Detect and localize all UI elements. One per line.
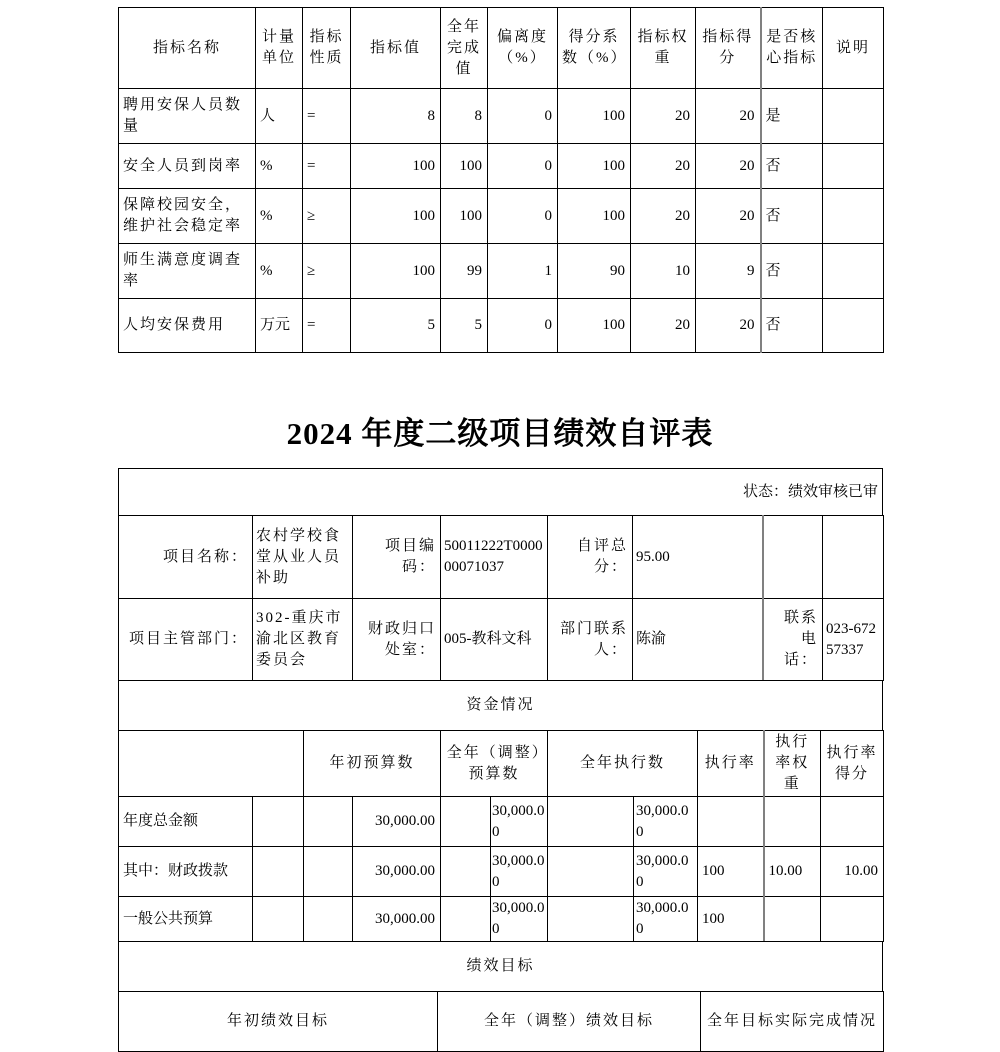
- cell-executed-amount: 30,000.00: [634, 797, 698, 847]
- empty-cell: [253, 797, 304, 847]
- funding-row-label: 其中：财政拨款: [119, 847, 253, 897]
- finance-office-label: 财政归口处室：: [353, 599, 441, 681]
- empty-cell: [304, 797, 353, 847]
- header-score: 指标得分: [696, 8, 761, 89]
- empty-cell: [253, 847, 304, 897]
- empty-cell: [304, 847, 353, 897]
- cell-unit: %: [256, 244, 303, 299]
- cell-coef: 100: [558, 299, 631, 353]
- cell-core: 否: [761, 189, 823, 244]
- cell-core: 是: [761, 89, 823, 144]
- cell-score: 20: [696, 89, 761, 144]
- header-core-indicator: 是否核心指标: [761, 8, 823, 89]
- cell-indicator-name: 保障校园安全，维护社会稳定率: [119, 189, 256, 244]
- funding-row-label: 年度总金额: [119, 797, 253, 847]
- cell-rate-weight: 10.00: [764, 847, 821, 897]
- funding-row: [119, 797, 884, 847]
- cell-score: 9: [696, 244, 761, 299]
- cell-nature: =: [303, 299, 351, 353]
- cell-indicator-name: 聘用安保人员数量: [119, 89, 256, 144]
- cell-core: 否: [761, 144, 823, 189]
- cell-weight: 20: [631, 89, 696, 144]
- cell-coef: 100: [558, 189, 631, 244]
- header-initial-goal: 年初绩效目标: [119, 992, 438, 1052]
- cell-target: 100: [351, 244, 441, 299]
- cell-target: 8: [351, 89, 441, 144]
- project-name-value: 农村学校食堂从业人员补助: [253, 516, 353, 599]
- cell-deviation: 0: [488, 144, 558, 189]
- cell-note: [823, 89, 884, 144]
- empty-cell: [763, 516, 823, 599]
- cell-note: [823, 244, 884, 299]
- project-name-row: [119, 516, 884, 599]
- funding-row: [119, 897, 884, 942]
- indicator-row: [119, 189, 884, 244]
- header-annual-done: 全年完成值: [441, 8, 488, 89]
- cell-deviation: 0: [488, 299, 558, 353]
- project-name-label: 项目名称：: [119, 516, 253, 599]
- cell-executed-amount: 30,000.00: [634, 847, 698, 897]
- empty-cell: [304, 897, 353, 942]
- header-execution-rate: 执行率: [698, 731, 764, 797]
- cell-nature: =: [303, 144, 351, 189]
- empty-cell: [823, 516, 884, 599]
- status-table: [118, 468, 883, 516]
- cell-unit: %: [256, 189, 303, 244]
- phone-value: 023-67257337: [823, 599, 884, 681]
- status-text: 状态：绩效审核已审: [119, 469, 883, 516]
- cell-execution-rate: [698, 797, 764, 847]
- cell-weight: 20: [631, 189, 696, 244]
- cell-unit: 万元: [256, 299, 303, 353]
- cell-target: 100: [351, 144, 441, 189]
- self-score-value: 95.00: [633, 516, 763, 599]
- cell-deviation: 1: [488, 244, 558, 299]
- funding-row-label: 一般公共预算: [119, 897, 253, 942]
- goal-header-table: [118, 991, 884, 1052]
- cell-done: 5: [441, 299, 488, 353]
- cell-deviation: 0: [488, 189, 558, 244]
- cell-initial-budget: 30,000.00: [353, 897, 441, 942]
- self-evaluation-table: [118, 468, 884, 1052]
- cell-score: 20: [696, 144, 761, 189]
- cell-core: 否: [761, 299, 823, 353]
- cell-coef: 100: [558, 89, 631, 144]
- project-dept-row: [119, 599, 884, 681]
- cell-adjusted-budget: 30,000.00: [491, 797, 548, 847]
- header-target-value: 指标值: [351, 8, 441, 89]
- cell-note: [823, 189, 884, 244]
- cell-indicator-name: 人均安保费用: [119, 299, 256, 353]
- cell-adjusted-budget: 30,000.00: [491, 897, 548, 942]
- header-adjusted-budget: 全年（调整）预算数: [441, 731, 548, 797]
- header-executed-amount: 全年执行数: [548, 731, 698, 797]
- cell-unit: 人: [256, 89, 303, 144]
- empty-cell: [441, 797, 491, 847]
- cell-coef: 90: [558, 244, 631, 299]
- cell-executed-amount: 30,000.00: [634, 897, 698, 942]
- cell-weight: 20: [631, 144, 696, 189]
- cell-rate-weight: [764, 797, 821, 847]
- project-code-label: 项目编码：: [353, 516, 441, 599]
- header-nature: 指标性质: [303, 8, 351, 89]
- indicator-table: [118, 7, 884, 353]
- cell-nature: ≥: [303, 189, 351, 244]
- cell-execution-rate: 100: [698, 847, 764, 897]
- indicator-row: [119, 244, 884, 299]
- empty-cell: [253, 897, 304, 942]
- project-code-value: 50011222T000000071037: [441, 516, 548, 599]
- finance-office-value: 005-教科文科: [441, 599, 548, 681]
- cell-score: 20: [696, 299, 761, 353]
- page-title: 2024 年度二级项目绩效自评表: [286, 416, 714, 451]
- indicator-row: [119, 144, 884, 189]
- cell-done: 8: [441, 89, 488, 144]
- cell-unit: %: [256, 144, 303, 189]
- empty-cell: [548, 897, 634, 942]
- contact-value: 陈渝: [633, 599, 763, 681]
- cell-nature: ≥: [303, 244, 351, 299]
- cell-done: 100: [441, 189, 488, 244]
- cell-target: 100: [351, 189, 441, 244]
- cell-adjusted-budget: 30,000.00: [491, 847, 548, 897]
- header-note: 说明: [823, 8, 884, 89]
- header-initial-budget: 年初预算数: [304, 731, 441, 797]
- empty-cell: [548, 847, 634, 897]
- empty-cell: [548, 797, 634, 847]
- header-indicator-name: 指标名称: [119, 8, 256, 89]
- header-rate-weight: 执行率权重: [764, 731, 821, 797]
- empty-cell: [441, 847, 491, 897]
- indicator-row: [119, 89, 884, 144]
- cell-core: 否: [761, 244, 823, 299]
- cell-done: 99: [441, 244, 488, 299]
- project-info-table: [118, 515, 884, 681]
- header-unit: 计量单位: [256, 8, 303, 89]
- goal-section-title: 绩效目标: [119, 942, 883, 992]
- cell-target: 5: [351, 299, 441, 353]
- self-score-label: 自评总分：: [548, 516, 633, 599]
- cell-indicator-name: 师生满意度调查率: [119, 244, 256, 299]
- cell-rate-score: [821, 897, 884, 942]
- indicator-row: [119, 299, 884, 353]
- dept-value: 302-重庆市渝北区教育委员会: [253, 599, 353, 681]
- header-score-coef: 得分系数（%）: [558, 8, 631, 89]
- header-deviation: 偏离度（%）: [488, 8, 558, 89]
- cell-initial-budget: 30,000.00: [353, 847, 441, 897]
- header-weight: 指标权重: [631, 8, 696, 89]
- cell-rate-score: 10.00: [821, 847, 884, 897]
- empty-cell: [119, 731, 304, 797]
- cell-execution-rate: 100: [698, 897, 764, 942]
- cell-initial-budget: 30,000.00: [353, 797, 441, 847]
- funding-table: [118, 730, 884, 942]
- cell-deviation: 0: [488, 89, 558, 144]
- header-adjusted-goal: 全年（调整）绩效目标: [438, 992, 701, 1052]
- cell-done: 100: [441, 144, 488, 189]
- cell-note: [823, 144, 884, 189]
- cell-score: 20: [696, 189, 761, 244]
- phone-label: 联系电话：: [763, 599, 823, 681]
- cell-note: [823, 299, 884, 353]
- header-rate-score: 执行率得分: [821, 731, 884, 797]
- cell-weight: 20: [631, 299, 696, 353]
- goal-section-table: [118, 941, 883, 992]
- header-actual-completion: 全年目标实际完成情况: [701, 992, 884, 1052]
- cell-nature: =: [303, 89, 351, 144]
- cell-rate-score: [821, 797, 884, 847]
- funding-row: [119, 847, 884, 897]
- indicator-header-row: [119, 8, 884, 89]
- cell-indicator-name: 安全人员到岗率: [119, 144, 256, 189]
- funding-section-title: 资金情况: [119, 681, 883, 731]
- cell-coef: 100: [558, 144, 631, 189]
- cell-weight: 10: [631, 244, 696, 299]
- cell-rate-weight: [764, 897, 821, 942]
- funding-section-table: [118, 680, 883, 731]
- dept-label: 项目主管部门：: [119, 599, 253, 681]
- contact-label: 部门联系人：: [548, 599, 633, 681]
- empty-cell: [441, 897, 491, 942]
- funding-header-row: [119, 731, 884, 797]
